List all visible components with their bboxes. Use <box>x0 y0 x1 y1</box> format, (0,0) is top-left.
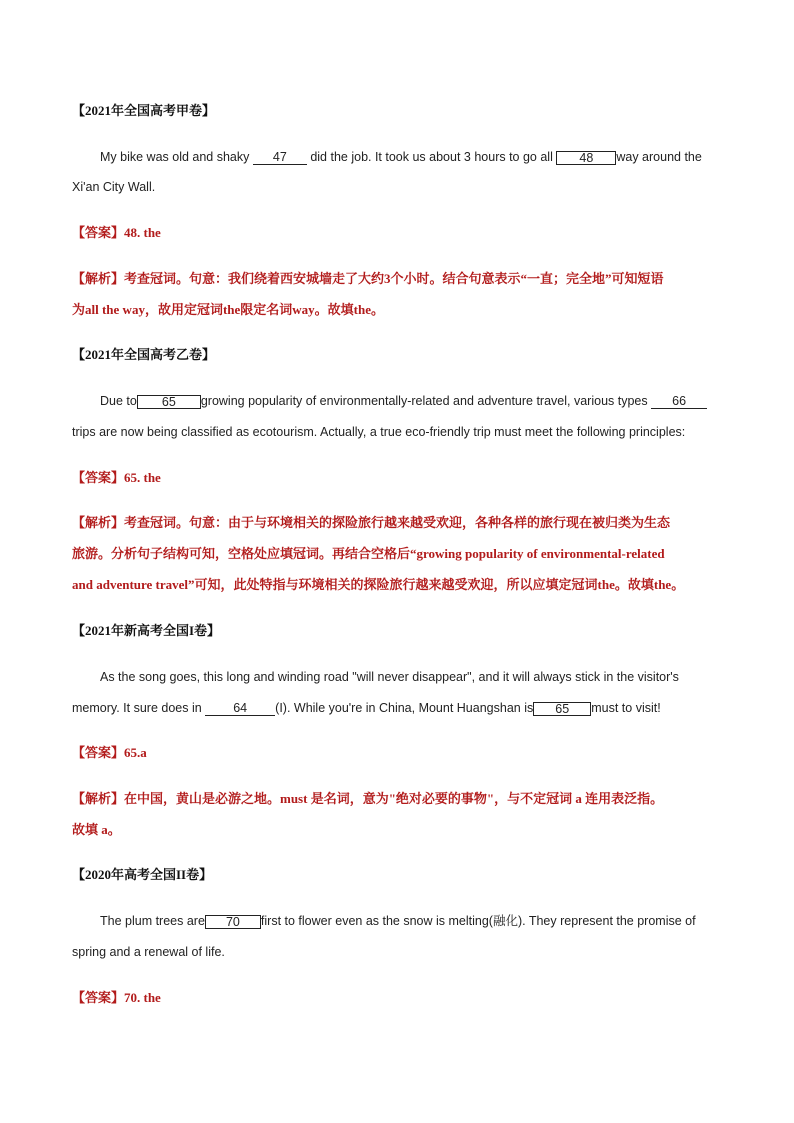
blank-66: 66 <box>651 394 707 409</box>
passage-text: The plum trees are <box>100 914 205 928</box>
answer-text: 【答案】70. the <box>72 990 161 1005</box>
passage-line: Xi'an City Wall. <box>72 180 156 194</box>
analysis-line: 为all the way，故用定冠词the限定名词way。故填the。 <box>72 302 384 317</box>
analysis-line: 【解析】考查冠词。句意：由于与环境相关的探险旅行越来越受欢迎，各种各样的旅行现在被归类为生态 <box>72 515 671 530</box>
analysis-line: 【解析】在中国，黄山是必游之地。must 是名词，意为"绝对必要的事物"，与不定冠词 a 连用表泛指。 <box>72 791 664 806</box>
answer-text: 【答案】48. the <box>72 225 161 240</box>
blank-64: 64 <box>205 701 275 716</box>
blank-65: 65 <box>137 395 201 409</box>
passage-line: spring and a renewal of life. <box>72 945 225 959</box>
passage-text: Due to <box>100 394 137 408</box>
passage-text: did the job. It took us about 3 hours to go all <box>306 150 557 164</box>
answer-text: 【答案】65.a <box>72 745 147 760</box>
analysis-line: 旅游。分析句子结构可知，空格处应填冠词。再结合空格后“growing popularity of environmental-related <box>72 546 665 561</box>
answer-text: 【答案】65. the <box>72 470 161 485</box>
passage-text: (I). While you're in China, Mount Huangshan is <box>275 701 534 715</box>
blank-48: 48 <box>556 151 616 165</box>
passage-line: trips are now being classified as ecotourism. Actually, a true eco-friendly trip must meet the following principles: <box>72 425 686 439</box>
blank-47: 47 <box>253 150 307 165</box>
analysis-line: 故填 a。 <box>72 822 121 837</box>
passage-text: way around the <box>616 150 702 164</box>
passage-line <box>100 393 707 409</box>
section-heading: 【2021年新高考全国I卷】 <box>72 623 221 638</box>
passage-text: memory. It sure does in <box>72 701 206 715</box>
section-heading: 【2021年全国高考乙卷】 <box>72 347 216 362</box>
passage-line: As the song goes, this long and winding road "will never disappear", and it will always stick in the visitor's <box>100 670 679 684</box>
blank-65: 65 <box>533 702 591 716</box>
passage-text: first to flower even as the snow is melting(融化). They represent the promise of <box>260 914 696 928</box>
analysis-line: 【解析】考查冠词。句意：我们绕着西安城墙走了大约3个小时。结合句意表示“一直；完全地”可知短语 <box>72 271 664 286</box>
passage-text: must to visit! <box>591 701 661 715</box>
analysis-line: and adventure travel”可知，此处特指与环境相关的探险旅行越来越受欢迎，所以应填定冠词the。故填the。 <box>72 577 685 592</box>
passage-text: growing popularity of environmentally-related and adventure travel, various types <box>200 394 652 408</box>
passage-line <box>100 149 702 165</box>
passage-text: My bike was old and shaky <box>100 150 253 164</box>
blank-70: 70 <box>205 915 261 929</box>
passage-line <box>72 700 661 716</box>
passage-line <box>100 913 696 929</box>
section-heading: 【2021年全国高考甲卷】 <box>72 103 216 118</box>
section-heading: 【2020年高考全国II卷】 <box>72 867 213 882</box>
